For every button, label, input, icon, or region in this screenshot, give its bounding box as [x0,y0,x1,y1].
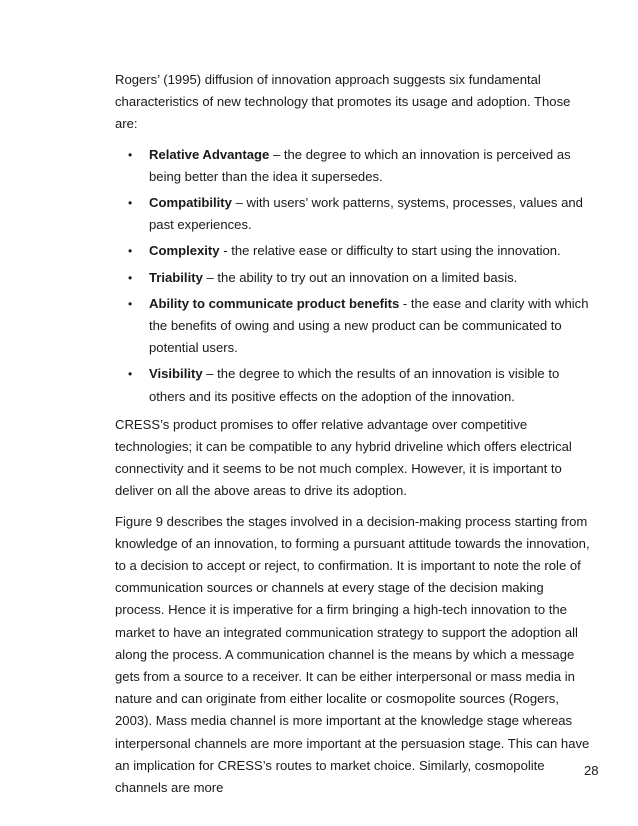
list-item-term: Visibility [149,366,203,382]
bullet-icon: • [128,196,133,211]
list-item-text: - the ease and clarity with which the benefits of owing and using a new product can be communicated to potential users. [149,295,589,356]
list-item [115,363,595,407]
list-item-text: – the degree to which an innovation is perceived as being better than the idea it supersedes. [149,146,571,184]
bullet-icon: • [128,270,133,285]
list-item-term: Relative Advantage [149,146,270,162]
list-item [115,144,595,188]
list-item [115,240,595,262]
list-item-text: - the relative ease or difficulty to start using the innovation. [219,243,561,259]
decision-process-paragraph: Figure 9 describes the stages involved in a decision-making process starting from knowledge of an innovation, to forming a pursuant attitude towards the innovation, to a decision to accept or reject, to confirmation. It is important to note the role of communication sources or channels at every stage of the decision making process. Hence it is imperative for a firm bringing a high-tech innovation to the market to have an integrated communication strategy to support the adoption all along the process. A communication channel is the means by which a message gets from a source to a receiver. It can be either interpersonal or mass media in nature and can originate from either localite or cosmopolite sources (Rogers, 2003). Mass media channel is more important at the knowledge stage whereas interpersonal channels are more important at the persuasion stage. This can have an implication for CRESS’s routes to market choice. Similarly, cosmopolite channels are more [115,513,590,796]
intro-paragraph: Rogers’ (1995) diffusion of innovation approach suggests six fundamental characteristics of new technology that promotes its usage and adoption. Those are: [115,72,571,132]
page-body [115,69,595,807]
list-item [115,192,595,236]
list-item-text: – the degree to which the results of an innovation is visible to others and its positive effects on the adoption of the innovation. [149,366,560,404]
bullet-icon: • [128,296,133,311]
bullet-icon: • [128,244,133,259]
list-item-term: Complexity [149,243,220,259]
page-number: 28 [584,763,599,778]
characteristics-list [115,144,595,408]
list-item-text: – the ability to try out an innovation on a limited basis. [202,269,518,285]
bullet-icon: • [128,367,133,382]
list-item-term: Compatibility [149,195,232,211]
list-item [115,293,595,360]
list-item-term: Ability to communicate product benefits [149,295,400,311]
cress-paragraph: CRESS’s product promises to offer relative advantage over competitive technologies; it can be compatible to any hybrid driveline which offers electrical connectivity and it seems to be not much complex. However, it is important to deliver on all the above areas to drive its adoption. [115,416,572,499]
list-item-text: – with users’ work patterns, systems, processes, values and past experiences. [149,195,583,233]
bullet-icon: • [128,147,133,162]
list-item [115,267,595,289]
list-item-term: Triability [149,269,203,285]
